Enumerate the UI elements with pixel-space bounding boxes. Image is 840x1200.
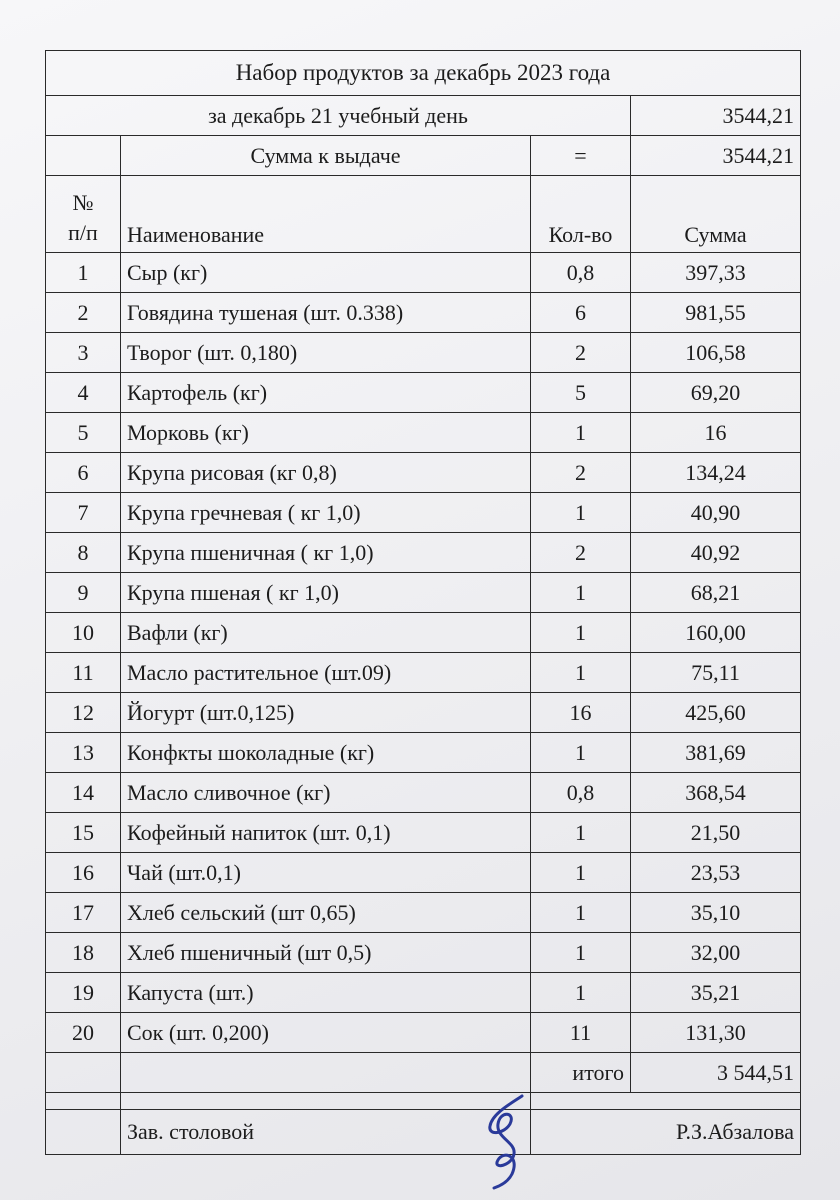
total-empty-cell: [121, 1053, 531, 1093]
item-number: 11: [46, 653, 121, 693]
item-name: Хлеб пшеничный (шт 0,5): [121, 933, 531, 973]
item-number: 7: [46, 493, 121, 533]
table-row: [46, 333, 801, 373]
document-title: Набор продуктов за декабрь 2023 года: [46, 51, 801, 96]
payout-empty-cell: [46, 136, 121, 176]
table-row: [46, 933, 801, 973]
item-number: 17: [46, 893, 121, 933]
item-name: Творог (шт. 0,180): [121, 333, 531, 373]
table-row: [46, 613, 801, 653]
item-qty: 5: [531, 373, 631, 413]
item-sum: 397,33: [631, 253, 801, 293]
item-sum: 160,00: [631, 613, 801, 653]
period-label: за декабрь 21 учебный день: [46, 96, 631, 136]
item-qty: 1: [531, 413, 631, 453]
title-row: [46, 51, 801, 96]
item-name: Хлеб сельский (шт 0,65): [121, 893, 531, 933]
item-qty: 1: [531, 653, 631, 693]
item-sum: 75,11: [631, 653, 801, 693]
item-name: Крупа рисовая (кг 0,8): [121, 453, 531, 493]
item-name: Вафли (кг): [121, 613, 531, 653]
item-sum: 16: [631, 413, 801, 453]
total-row: [46, 1053, 801, 1093]
table-row: [46, 293, 801, 333]
item-number: 19: [46, 973, 121, 1013]
item-sum: 68,21: [631, 573, 801, 613]
item-number: 5: [46, 413, 121, 453]
item-qty: 1: [531, 853, 631, 893]
item-name: Масло сливочное (кг): [121, 773, 531, 813]
item-qty: 1: [531, 893, 631, 933]
item-qty: 0,8: [531, 253, 631, 293]
signoff-position: Зав. столовой: [121, 1110, 531, 1155]
item-name: Крупа пшеничная ( кг 1,0): [121, 533, 531, 573]
table-row: [46, 533, 801, 573]
item-number: 9: [46, 573, 121, 613]
item-qty: 1: [531, 813, 631, 853]
item-qty: 1: [531, 733, 631, 773]
item-name: Крупа пшеная ( кг 1,0): [121, 573, 531, 613]
item-sum: 381,69: [631, 733, 801, 773]
total-label: итого: [531, 1053, 631, 1093]
item-sum: 368,54: [631, 773, 801, 813]
table-row: [46, 1013, 801, 1053]
item-name: Морковь (кг): [121, 413, 531, 453]
table-row: [46, 253, 801, 293]
item-sum: 106,58: [631, 333, 801, 373]
payout-label: Сумма к выдаче: [121, 136, 531, 176]
header-qty: Кол-во: [531, 176, 631, 253]
item-sum: 32,00: [631, 933, 801, 973]
signoff-row: [46, 1110, 801, 1155]
item-qty: 6: [531, 293, 631, 333]
item-name: Сок (шт. 0,200): [121, 1013, 531, 1053]
item-qty: 2: [531, 453, 631, 493]
item-qty: 1: [531, 493, 631, 533]
item-number: 10: [46, 613, 121, 653]
item-name: Йогурт (шт.0,125): [121, 693, 531, 733]
item-name: Сыр (кг): [121, 253, 531, 293]
header-name: Наименование: [121, 176, 531, 253]
item-sum: 35,21: [631, 973, 801, 1013]
period-row: [46, 96, 801, 136]
item-number: 1: [46, 253, 121, 293]
table-row: [46, 493, 801, 533]
item-number: 13: [46, 733, 121, 773]
header-number-line1: №: [72, 190, 94, 215]
item-number: 12: [46, 693, 121, 733]
signoff-person: Р.З.Абзалова: [531, 1110, 801, 1155]
item-name: Масло растительное (шт.09): [121, 653, 531, 693]
payout-sign: =: [531, 136, 631, 176]
item-number: 14: [46, 773, 121, 813]
header-sum: Сумма: [631, 176, 801, 253]
table-row: [46, 373, 801, 413]
header-row: [46, 176, 801, 253]
handwritten-signature: [470, 1090, 550, 1190]
item-sum: 69,20: [631, 373, 801, 413]
item-sum: 35,10: [631, 893, 801, 933]
item-number: 16: [46, 853, 121, 893]
header-number: [46, 176, 121, 253]
item-number: 18: [46, 933, 121, 973]
item-sum: 134,24: [631, 453, 801, 493]
table-row: [46, 413, 801, 453]
item-qty: 1: [531, 933, 631, 973]
item-qty: 11: [531, 1013, 631, 1053]
item-name: Картофель (кг): [121, 373, 531, 413]
item-name: Конфкты шоколадные (кг): [121, 733, 531, 773]
item-sum: 981,55: [631, 293, 801, 333]
item-sum: 23,53: [631, 853, 801, 893]
item-sum: 425,60: [631, 693, 801, 733]
table-row: [46, 973, 801, 1013]
products-table: [45, 50, 801, 1155]
signature-stroke: [490, 1096, 522, 1188]
item-number: 6: [46, 453, 121, 493]
item-number: 8: [46, 533, 121, 573]
blank-cell: [121, 1093, 531, 1110]
item-name: Капуста (шт.): [121, 973, 531, 1013]
item-name: Говядина тушеная (шт. 0.338): [121, 293, 531, 333]
item-qty: 2: [531, 333, 631, 373]
blank-cell: [531, 1093, 801, 1110]
item-qty: 16: [531, 693, 631, 733]
item-name: Чай (шт.0,1): [121, 853, 531, 893]
table-row: [46, 573, 801, 613]
item-qty: 2: [531, 533, 631, 573]
item-sum: 21,50: [631, 813, 801, 853]
item-number: 15: [46, 813, 121, 853]
table-row: [46, 853, 801, 893]
total-empty-cell: [46, 1053, 121, 1093]
table-row: [46, 733, 801, 773]
payout-row: [46, 136, 801, 176]
item-name: Крупа гречневая ( кг 1,0): [121, 493, 531, 533]
payout-sum: 3544,21: [631, 136, 801, 176]
item-number: 4: [46, 373, 121, 413]
table-row: [46, 773, 801, 813]
table-row: [46, 453, 801, 493]
item-number: 2: [46, 293, 121, 333]
total-sum: 3 544,51: [631, 1053, 801, 1093]
item-qty: 1: [531, 573, 631, 613]
item-number: 20: [46, 1013, 121, 1053]
period-sum: 3544,21: [631, 96, 801, 136]
header-number-line2: п/п: [68, 220, 98, 245]
blank-row: [46, 1093, 801, 1110]
item-name: Кофейный напиток (шт. 0,1): [121, 813, 531, 853]
item-qty: 1: [531, 613, 631, 653]
item-sum: 131,30: [631, 1013, 801, 1053]
item-sum: 40,92: [631, 533, 801, 573]
item-sum: 40,90: [631, 493, 801, 533]
blank-cell: [46, 1093, 121, 1110]
item-qty: 0,8: [531, 773, 631, 813]
signoff-empty-cell: [46, 1110, 121, 1155]
item-number: 3: [46, 333, 121, 373]
table-row: [46, 693, 801, 733]
table-row: [46, 813, 801, 853]
item-qty: 1: [531, 973, 631, 1013]
table-row: [46, 653, 801, 693]
table-row: [46, 893, 801, 933]
